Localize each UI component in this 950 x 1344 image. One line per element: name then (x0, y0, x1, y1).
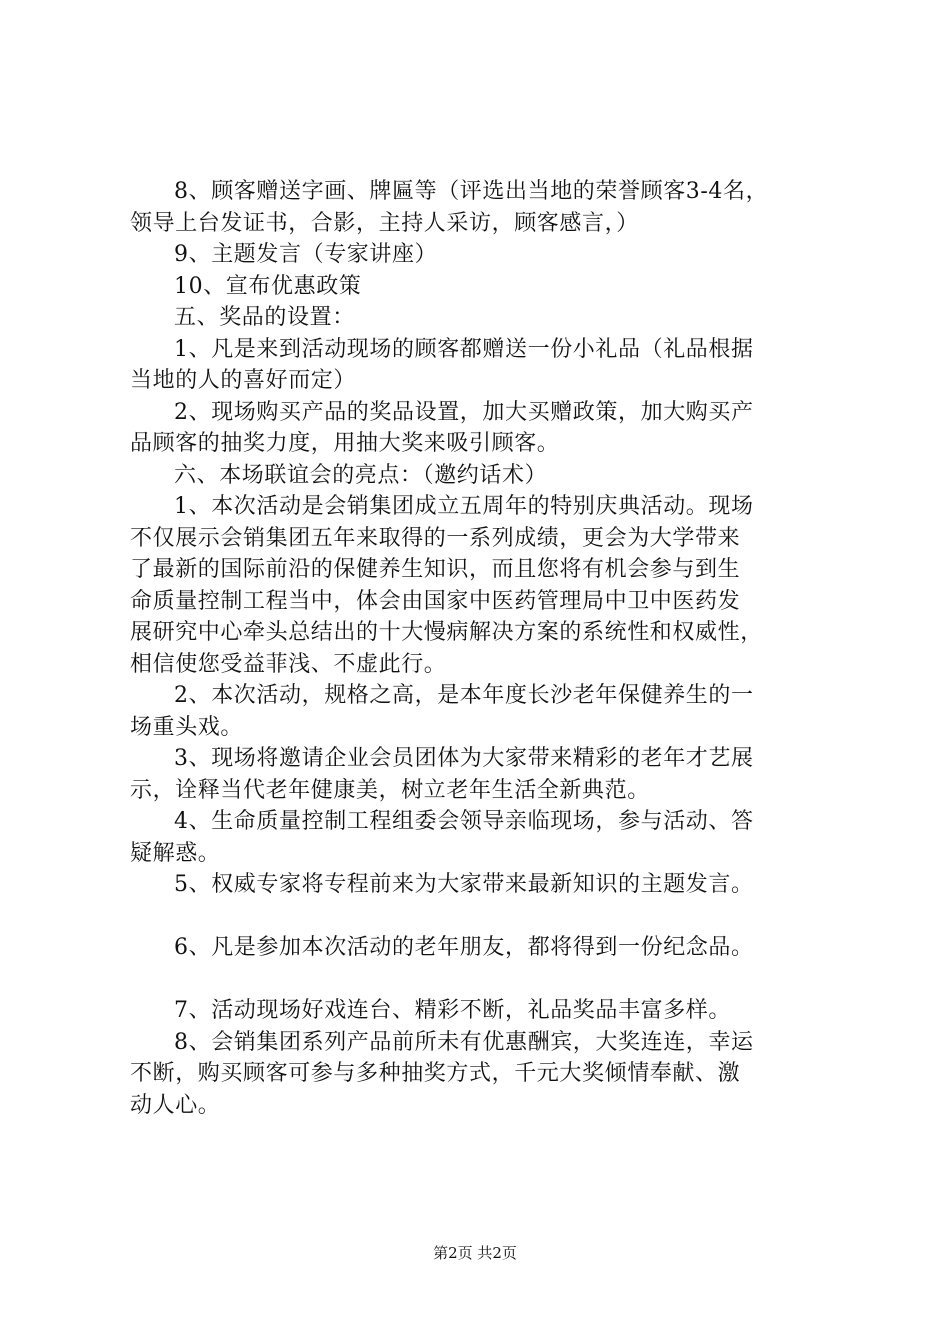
body-line: 10、宣布优惠政策 (174, 273, 362, 299)
body-line: 了最新的国际前沿的保健养生知识，而且您将有机会参与到生 (130, 557, 741, 582)
body-line: 7、活动现场好戏连台、精彩不断，礼品奖品丰富多样。 (174, 998, 731, 1023)
body-line: 1、凡是来到活动现场的顾客都赠送一份小礼品（礼品根据 (174, 336, 754, 362)
section-heading: 六、本场联谊会的亮点：（邀约话术） (174, 462, 548, 488)
body-line: 领导上台发证书，合影，主持人采访，顾客感言，） (130, 210, 639, 236)
body-line: 2、现场购买产品的奖品设置，加大买赠政策，加大购买产 (174, 399, 754, 425)
body-line: 动人心。 (130, 1092, 221, 1118)
body-line: 展研究中心牵头总结出的十大慢病解决方案的系统性和权威性， (130, 620, 763, 645)
body-line: 8、顾客赠送字画、牌匾等（评选出当地的荣誉顾客3-4名， (174, 179, 769, 204)
body-line: 相信使您受益菲浅、不虚此行。 (130, 651, 447, 677)
blank-line (130, 964, 835, 996)
body-line: 示，诠释当代老年健康美，树立老年生活全新典范。 (130, 777, 650, 803)
body-line: 1、本次活动是会销集团成立五周年的特别庆典活动。现场 (174, 494, 754, 519)
body-line: 疑解惑。 (130, 840, 221, 866)
body-line: 品顾客的抽奖力度，用抽大奖来吸引顾客。 (130, 431, 560, 456)
body-line: 场重头戏。 (130, 714, 244, 740)
section-heading: 五、奖品的设置： (174, 305, 355, 330)
body-line: 不断，购买顾客可参与多种抽奖方式，千元大奖倾情奉献、激 (130, 1061, 741, 1086)
body-line: 5、权威专家将专程前来为大家带来最新知识的主题发言。 (174, 872, 754, 897)
body-line: 4、生命质量控制工程组委会领导亲临现场，参与活动、答 (174, 809, 754, 834)
body-line: 6、凡是参加本次活动的老年朋友，都将得到一份纪念品。 (174, 935, 754, 960)
body-line: 3、现场将邀请企业会员团体为大家带来精彩的老年才艺展 (174, 746, 754, 771)
body-line: 9、主题发言（专家讲座） (174, 242, 438, 267)
body-line: 不仅展示会销集团五年来取得的一系列成绩，更会为大学带来 (130, 525, 741, 551)
body-line: 2、本次活动，规格之高，是本年度长沙老年保健养生的一 (174, 683, 754, 708)
body-line: 当地的人的喜好而定） (130, 368, 357, 393)
body-line: 命质量控制工程当中，体会由国家中医药管理局中卫中医药发 (130, 588, 741, 614)
body-line: 8、会销集团系列产品前所未有优惠酬宾，大奖连连，幸运 (174, 1029, 754, 1055)
blank-line (130, 901, 835, 933)
document-body (130, 176, 835, 1121)
page-number: 第2页 共2页 (433, 1244, 517, 1262)
